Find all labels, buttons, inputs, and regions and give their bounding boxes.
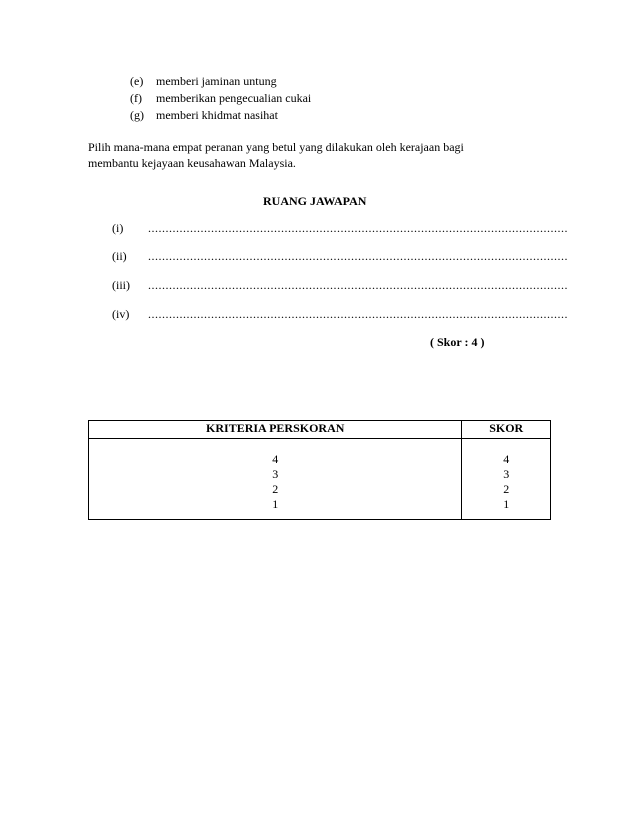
criteria-cell: [89, 439, 462, 520]
table-header-row: [89, 421, 551, 439]
answer-line-label: (iii): [112, 278, 130, 292]
criteria-value: 2: [272, 482, 279, 496]
answer-line-label: (iv): [112, 307, 130, 321]
criteria-value: 1: [272, 497, 279, 511]
score-label: ( Skor : 4 ): [430, 335, 485, 349]
score-value: 4: [503, 452, 510, 466]
criteria-value: 4: [272, 452, 279, 466]
criteria-header: KRITERIA PERSKORAN: [89, 421, 462, 439]
option-e: [130, 74, 277, 88]
option-label: (g): [130, 108, 144, 122]
option-text: memberikan pengecualian cukai: [156, 91, 312, 105]
answer-line-dots[interactable]: ........................................................................................................................: [148, 249, 568, 263]
instruction-line-2: membantu kejayaan keusahawan Malaysia.: [88, 156, 296, 170]
criteria-value: 3: [272, 467, 279, 481]
instruction-line-1: Pilih mana-mana empat peranan yang betul yang dilakukan oleh kerajaan bagi: [88, 140, 464, 154]
score-cell: [462, 439, 551, 520]
score-header: SKOR: [462, 421, 551, 439]
answer-line-dots[interactable]: ........................................................................................................................: [148, 278, 568, 292]
score-value: 2: [503, 482, 510, 496]
option-text: memberi jaminan untung: [156, 74, 277, 88]
answer-section-title: RUANG JAWAPAN: [263, 194, 367, 208]
option-text: memberi khidmat nasihat: [156, 108, 278, 122]
answer-line-dots[interactable]: ........................................................................................................................: [148, 221, 568, 235]
answer-line-label: (ii): [112, 249, 127, 263]
criteria-table: [88, 420, 551, 520]
score-value: 3: [503, 467, 510, 481]
option-label: (f): [130, 91, 142, 105]
answer-line-label: (i): [112, 221, 124, 235]
option-f: [130, 91, 311, 105]
score-value: 1: [503, 497, 510, 511]
option-g: [130, 108, 278, 122]
option-label: (e): [130, 74, 144, 88]
answer-line-dots[interactable]: ........................................................................................................................: [148, 307, 568, 321]
table-row: [89, 439, 551, 520]
